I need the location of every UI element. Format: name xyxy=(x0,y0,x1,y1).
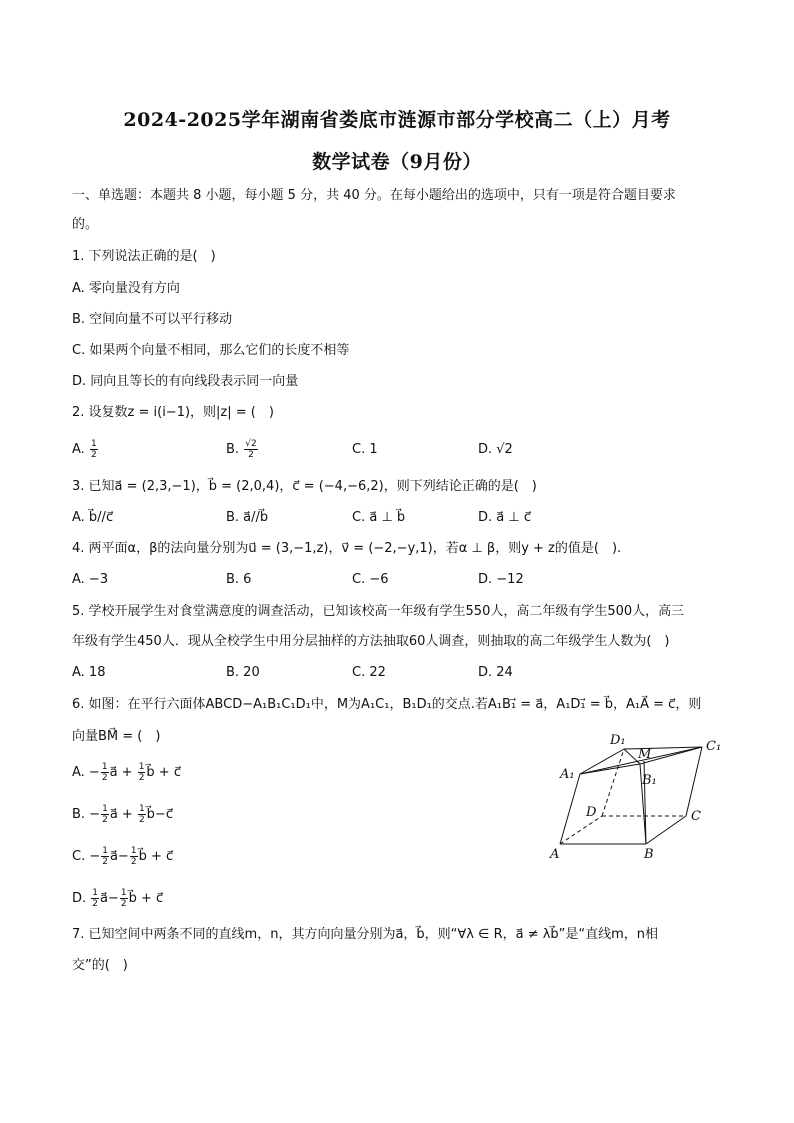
denominator: 2 xyxy=(248,450,254,460)
question-6-option-b xyxy=(72,804,173,825)
option-prefix: D. xyxy=(72,891,91,906)
question-1-option-b: B. 空间向量不可以平行移动 xyxy=(72,312,233,327)
numerator: 1 xyxy=(90,439,97,449)
question-6-option-d xyxy=(72,888,163,909)
numerator: 1 xyxy=(120,888,127,898)
question-2-stem: 2. 设复数z = i(i−1)，则|z| = ( ) xyxy=(72,405,274,420)
fraction-one-half xyxy=(138,804,146,825)
vertex-d1-label: D₁ xyxy=(610,733,626,748)
question-2-option-a xyxy=(72,439,99,461)
denominator: 2 xyxy=(92,899,99,909)
fraction-one-half xyxy=(138,762,146,783)
section-heading: 一、单选题：本题共 8 小题，每小题 5 分，共 40 分。在每小题给出的选项中，只有一项是符合题目要求 xyxy=(72,188,676,203)
option-middle: a⃗ + xyxy=(109,807,137,822)
question-2-option-b xyxy=(226,439,259,461)
denominator: 2 xyxy=(102,857,108,867)
denominator: 2 xyxy=(138,773,145,783)
question-5-stem: 5. 学校开展学生对食堂满意度的调查活动，已知该校高一年级有学生550人，高二年级有学生500人，高三 xyxy=(72,604,685,619)
question-5-option-a: A. 18 xyxy=(72,665,106,680)
fraction-root2-over-2 xyxy=(244,439,257,460)
vertex-c-label: C xyxy=(691,809,701,824)
question-3-option-c: C. a⃗ ⊥ b⃗ xyxy=(352,510,406,525)
question-4-option-a: A. −3 xyxy=(72,572,109,587)
question-4-option-c: C. −6 xyxy=(352,572,389,587)
denominator: 2 xyxy=(130,857,137,867)
edge-cc1 xyxy=(686,747,702,816)
exam-title-line1: 2024-2025学年湖南省娄底市涟源市部分学校高二（上）月考 xyxy=(123,109,671,131)
denominator: 2 xyxy=(101,773,108,783)
option-suffix: b⃗ + c⃗ xyxy=(128,891,164,906)
question-4-options xyxy=(72,569,732,591)
option-suffix: b⃗−c⃗ xyxy=(146,807,173,822)
question-3-options xyxy=(72,507,732,529)
numerator: 1 xyxy=(102,804,108,814)
option-prefix: B. − xyxy=(72,807,101,822)
point-m-label: M xyxy=(638,747,652,762)
question-1-option-a: A. 零向量没有方向 xyxy=(72,281,180,296)
vertex-d-label: D xyxy=(586,805,597,820)
edge-d1c1 xyxy=(624,747,702,749)
option-suffix: b⃗ + c⃗ xyxy=(138,849,174,864)
parallelepiped-figure xyxy=(546,728,726,868)
edge-bc xyxy=(646,816,686,844)
fraction-one-half xyxy=(101,762,109,783)
question-6-stem-cont: 向量BM⃗ = ( ) xyxy=(72,729,161,744)
vertex-c1-label: C₁ xyxy=(706,739,722,754)
vertex-a-label: A xyxy=(550,847,560,862)
question-5-option-d: D. 24 xyxy=(478,665,513,680)
question-7-stem-cont: 交”的( ) xyxy=(72,958,128,973)
option-middle: a⃗− xyxy=(100,891,119,906)
question-1-option-c: C. 如果两个向量不相同，那么它们的长度不相等 xyxy=(72,343,350,358)
fraction-one-half xyxy=(91,888,99,909)
fraction-one-half xyxy=(130,846,138,867)
numerator: 1 xyxy=(92,888,99,898)
denominator: 2 xyxy=(102,815,108,825)
option-prefix: A. − xyxy=(72,765,100,780)
numerator: 1 xyxy=(130,846,137,856)
numerator: 1 xyxy=(102,846,108,856)
question-2-option-c: C. 1 xyxy=(352,442,378,457)
denominator: 2 xyxy=(138,815,145,825)
question-3-option-b: B. a⃗//b⃗ xyxy=(226,510,269,525)
question-6-option-c xyxy=(72,846,173,867)
vertex-b-label: B xyxy=(644,847,654,862)
question-5-option-c: C. 22 xyxy=(352,665,386,680)
edge-aa1 xyxy=(560,774,580,844)
numerator: 1 xyxy=(138,762,145,772)
fraction-one-half xyxy=(101,804,109,825)
question-5-stem-cont: 年级有学生450人．现从全校学生中用分层抽样的方法抽取60人调查，则抽取的高二年级学生人数为( ) xyxy=(72,634,670,649)
numerator: 1 xyxy=(101,762,108,772)
question-7-stem: 7. 已知空间中两条不同的直线m，n，其方向向量分别为a⃗，b⃗，则“∀λ ∈ R，a⃗ ≠ λb⃗”是“直线m，n相 xyxy=(72,927,659,942)
numerator: 1 xyxy=(138,804,145,814)
section-heading-cont: 的。 xyxy=(72,217,99,232)
option-b-label: B. xyxy=(226,442,240,457)
fraction-one-half xyxy=(120,888,128,909)
question-2-option-d: D. √2 xyxy=(478,442,513,457)
question-3-option-d: D. a⃗ ⊥ c⃗ xyxy=(478,510,531,525)
question-6-option-a xyxy=(72,762,181,783)
parallelepiped-diagram xyxy=(546,728,726,868)
exam-title-line2: 数学试卷（9月份） xyxy=(312,151,482,173)
question-4-stem: 4. 两平面α，β的法向量分别为u⃗ = (3,−1,z)，v⃗ = (−2,−y,1)，若α ⊥ β，则y + z的值是( ). xyxy=(72,541,622,556)
option-a-label: A. xyxy=(72,442,85,457)
question-1-stem: 1. 下列说法正确的是( ) xyxy=(72,249,216,264)
denominator: 2 xyxy=(90,450,97,460)
question-3-option-a: A. b⃗//c⃗ xyxy=(72,510,114,525)
option-suffix: b⃗ + c⃗ xyxy=(146,765,181,780)
question-2-options xyxy=(72,439,732,461)
fraction-one-half xyxy=(90,439,98,460)
question-4-option-d: D. −12 xyxy=(478,572,524,587)
question-6-stem: 6. 如图：在平行六面体ABCD−A₁B₁C₁D₁中，M为A₁C₁，B₁D₁的交点.若A₁B₁⃗ = a⃗，A₁D₁⃗ = b⃗，A₁A⃗ = c⃗，则 xyxy=(72,697,702,712)
vertex-b1-label: B₁ xyxy=(642,773,657,788)
question-3-stem: 3. 已知a⃗ = (2,3,−1)，b⃗ = (2,0,4)，c⃗ = (−4,−6,2)，则下列结论正确的是( ) xyxy=(72,479,537,494)
option-middle: a⃗− xyxy=(109,849,129,864)
question-1-option-d: D. 同向且等长的有向线段表示同一向量 xyxy=(72,374,299,389)
fraction-one-half xyxy=(101,846,109,867)
vertex-a1-label: A₁ xyxy=(560,767,575,782)
numerator: √2 xyxy=(245,439,257,449)
option-middle: a⃗ + xyxy=(109,765,137,780)
question-4-option-b: B. 6 xyxy=(226,572,252,587)
question-5-options xyxy=(72,662,732,684)
denominator: 2 xyxy=(120,899,127,909)
option-prefix: C. − xyxy=(72,849,101,864)
question-5-option-b: B. 20 xyxy=(226,665,260,680)
